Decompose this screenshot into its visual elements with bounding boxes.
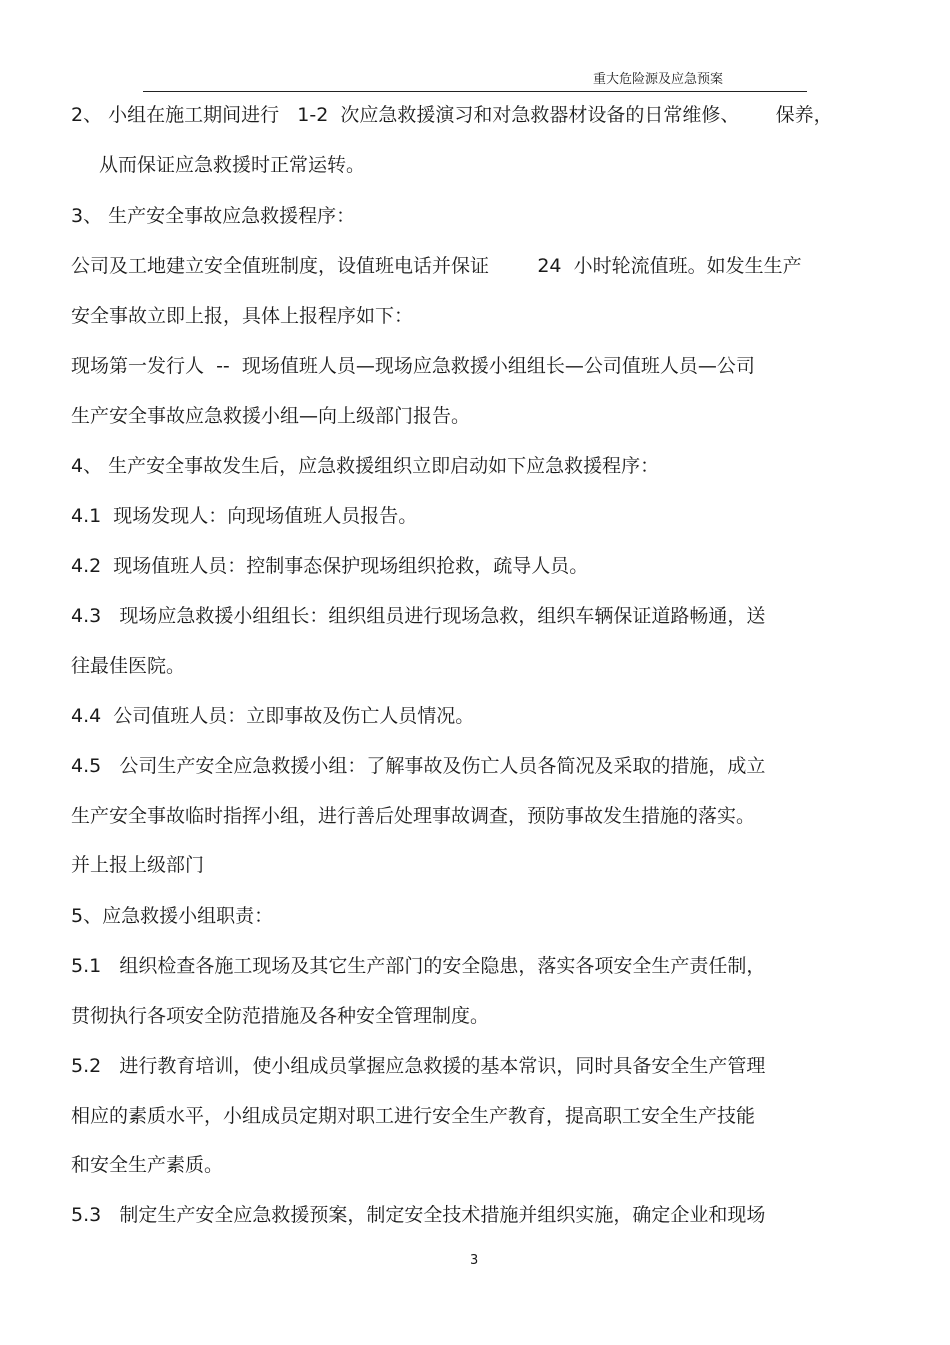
header-rule — [143, 91, 807, 92]
text-line: 4.5 公司生产安全应急救援小组：了解事故及伤亡人员各简况及采取的措施，成立 — [71, 755, 766, 777]
text-line: 生产安全事故临时指挥小组，进行善后处理事故调查，预防事故发生措施的落实。 — [71, 805, 756, 827]
text-line: 并上报上级部门 — [71, 854, 205, 876]
text-line: 4.1 现场发现人：向现场值班人员报告。 — [71, 505, 418, 527]
page-number: 3 — [470, 1253, 479, 1268]
text-line: 5、应急救援小组职责： — [71, 905, 274, 927]
text-line: 4.3 现场应急救援小组组长：组织组员进行现场急救，组织车辆保证道路畅通，送 — [71, 605, 766, 627]
text-line: 4.2 现场值班人员：控制事态保护现场组织抢救，疏导人员。 — [71, 555, 589, 577]
text-line: 3、 生产安全事故应急救援程序： — [71, 205, 356, 227]
header-title: 重大危险源及应急预案 — [593, 72, 724, 87]
text-line: 5.1 组织检查各施工现场及其它生产部门的安全隐患，落实各项安全生产责任制， — [71, 955, 766, 977]
text-line: 和安全生产素质。 — [71, 1154, 224, 1176]
text-line: 从而保证应急救援时正常运转。 — [99, 154, 366, 176]
text-line: 4.4 公司值班人员：立即事故及伤亡人员情况。 — [71, 705, 475, 727]
text-line: 往最佳医院。 — [71, 655, 186, 677]
text-line: 公司及工地建立安全值班制度，设值班电话并保证 24 小时轮流值班。如发生生产 — [71, 255, 802, 277]
text-line: 贯彻执行各项安全防范措施及各种安全管理制度。 — [71, 1005, 490, 1027]
text-line: 现场第一发行人 -- 现场值班人员—现场应急救援小组组长—公司值班人员—公司 — [71, 355, 755, 377]
text-line: 相应的素质水平，小组成员定期对职工进行安全生产教育，提高职工安全生产技能 — [71, 1105, 756, 1127]
text-line: 生产安全事故应急救援小组—向上级部门报告。 — [71, 405, 471, 427]
text-line: 2、 小组在施工期间进行 1-2 次应急救援演习和对急救器材设备的日常维修、 保养， — [71, 104, 833, 126]
text-line: 5.2 进行教育培训，使小组成员掌握应急救援的基本常识，同时具备安全生产管理 — [71, 1055, 766, 1077]
text-line: 4、 生产安全事故发生后，应急救援组织立即启动如下应急救援程序： — [71, 455, 660, 477]
text-line: 5.3 制定生产安全应急救援预案，制定安全技术措施并组织实施，确定企业和现场 — [71, 1204, 766, 1226]
text-line: 安全事故立即上报，具体上报程序如下： — [71, 305, 414, 327]
